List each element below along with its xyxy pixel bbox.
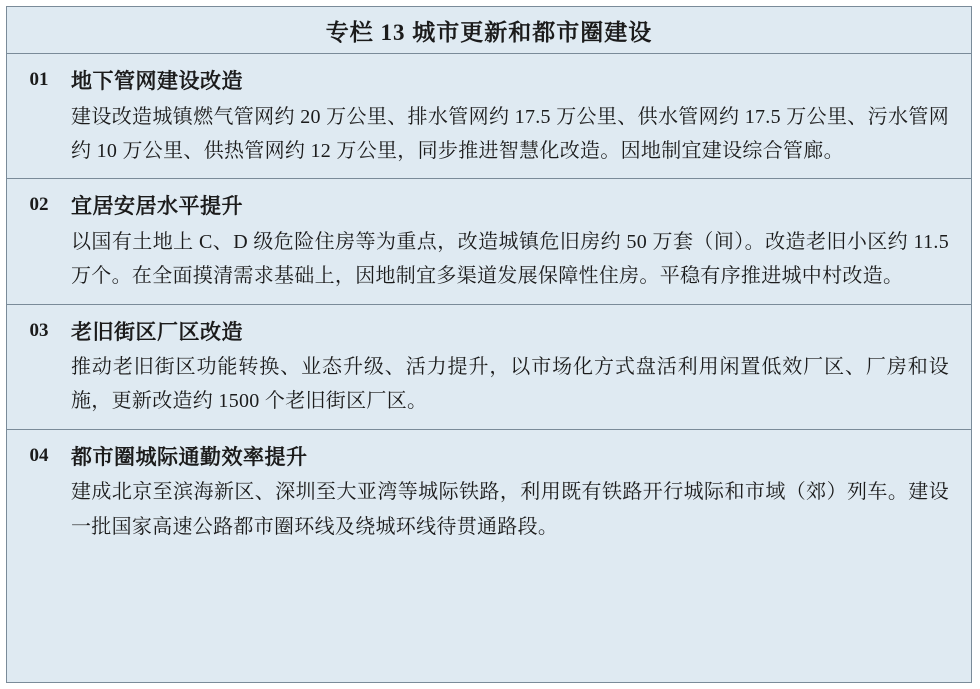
page-title: 专栏 13 城市更新和都市圈建设 (325, 19, 653, 45)
item-body: 以国有土地上 C、D 级危险住房等为重点，改造城镇危旧房约 50 万套（间）。改造老旧小区约 11.5 万个。在全面摸清需求基础上，因地制宜多渠道发展保障性住房。平稳有序推进城中村改造。 (71, 230, 949, 288)
item-list (7, 54, 971, 554)
list-item (7, 430, 971, 554)
list-item (7, 305, 971, 430)
item-number: 01 (29, 69, 49, 90)
item-title: 老旧街区厂区改造 (71, 319, 243, 344)
box-title-bar (7, 7, 971, 54)
item-body: 推动老旧街区功能转换、业态升级、活力提升，以市场化方式盘活利用闲置低效厂区、厂房和设施，更新改造约 1500 个老旧街区厂区。 (71, 356, 949, 413)
item-number: 03 (29, 319, 49, 341)
item-content (71, 191, 971, 293)
item-content (71, 317, 971, 419)
item-title: 都市圈城际通勤效率提升 (71, 444, 308, 469)
item-title: 地下管网建设改造 (71, 69, 243, 93)
list-item (7, 179, 971, 304)
item-title: 宜居安居水平提升 (71, 194, 243, 219)
item-content (71, 442, 971, 544)
list-item (7, 54, 971, 179)
item-number: 02 (29, 194, 49, 216)
item-content (71, 66, 971, 168)
item-body: 建成北京至滨海新区、深圳至大亚湾等城际铁路，利用既有铁路开行城际和市域（郊）列车。建设一批国家高速公路都市圈环线及绕城环线待贯通路段。 (71, 481, 949, 538)
item-number: 04 (29, 444, 49, 466)
special-column-box (6, 6, 972, 683)
item-body: 建设改造城镇燃气管网约 20 万公里、排水管网约 17.5 万公里、供水管网约 17.5 万公里、污水管网约 10 万公里、供热管网约 12 万公里，同步推进智慧化改造。因地制宜建设综合管廊。 (71, 105, 949, 162)
